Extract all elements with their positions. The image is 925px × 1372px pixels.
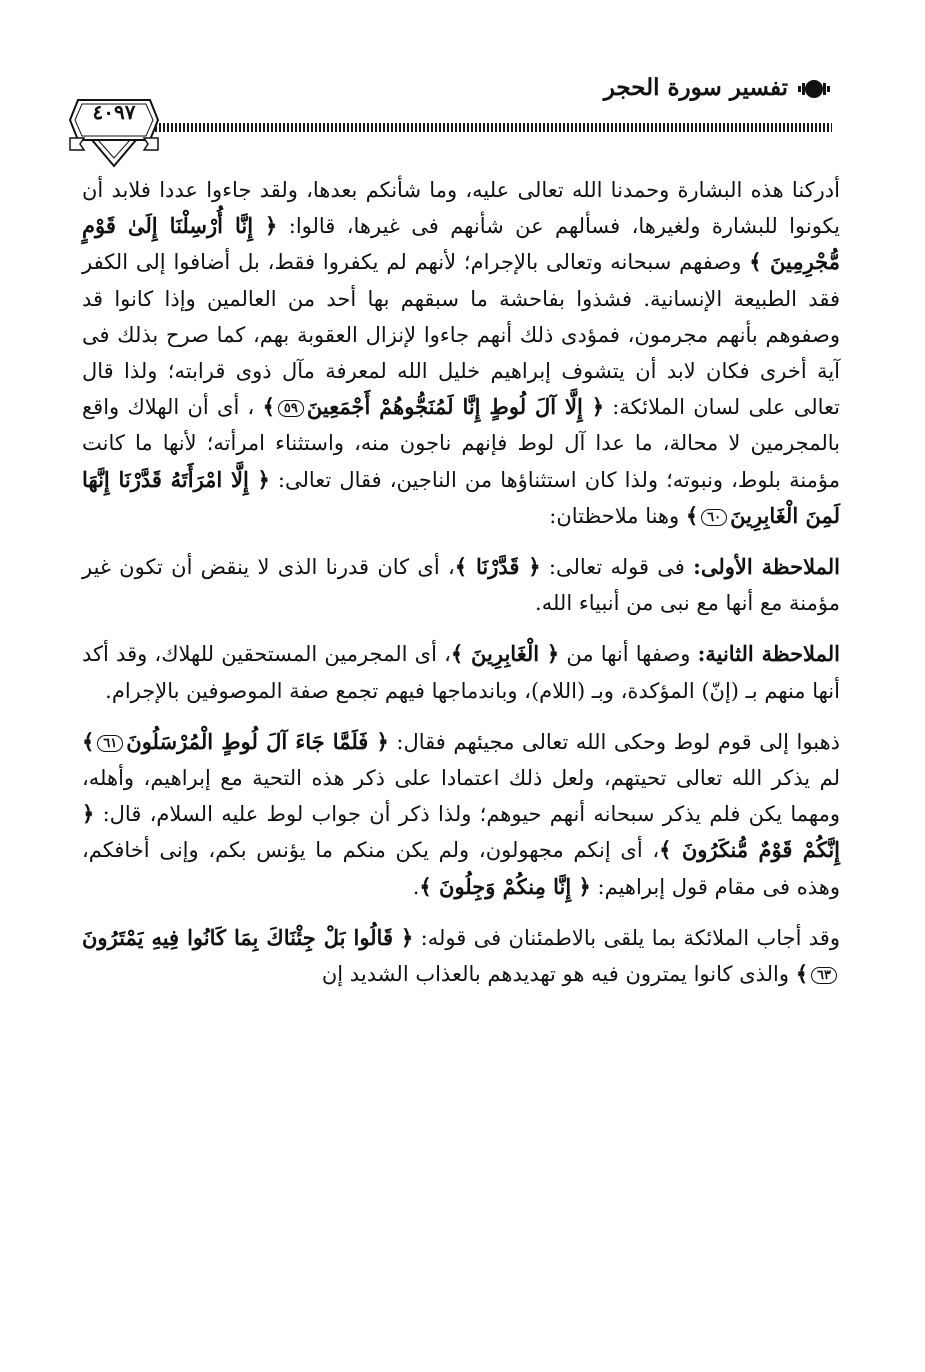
quran-verse: ﴿ قَدَّرْنَا ﴾ xyxy=(454,554,541,580)
verse-number: ٥٩ xyxy=(278,400,304,417)
text: وصفهم سبحانه وتعالى بالإجرام؛ لأنهم لم يكفروا فقط، بل أضافوا إلى الكفر فقد الطبيعة الإنسانية. فشذوا بفاحشة ما سبقهم بها أحد من العالمين وإذا كانوا قد وصفوهم بأنهم مجرمون، فمؤدى ذلك أنهم جاءوا لإنزال العقوبة بهم، كما صرح بذلك فى آية أخرى فكان لابد أن يتشوف إبراهيم خليل الله لمعرفة مآل ذوى قرابته؛ ولذا قال تعالى على لسان الملائكة: xyxy=(82,250,840,420)
quran-verse: ﴿ قَالُوا بَلْ جِئْنَاكَ بِمَا كَانُوا فِيهِ يَمْتَرُونَ xyxy=(82,924,414,950)
note-title: الملاحظة الثانية: xyxy=(697,641,840,667)
quran-verse: ﴿ إِلَّا آلَ لُوطٍ إِنَّا لَمُنَجُّوهُمْ أَجْمَعِينَ xyxy=(306,394,605,420)
page-header xyxy=(60,66,840,166)
quran-verse: ﴿ فَلَمَّا جَاءَ آلَ لُوطٍ الْمُرْسَلُونَ xyxy=(126,728,389,754)
text: أدركنا هذه البشارة وحمدنا الله تعالى عليه، وما شأنكم بعدها، ولقد جاءوا عددا فلابد أن يكونوا للبشارة ولغيرها، فسألهم عن شأنهم فى غيرها، قالوا: xyxy=(82,178,840,239)
quran-bracket: ﴾ xyxy=(82,728,95,754)
text: ، أى المجرمين المستحقين للهلاك، وقد أكد أنها منهم بـ (إنّ) المؤكدة، وبـ (اللام)، وباندماجها فيهم تجمع صفة الموصوفين بالإجرام. xyxy=(82,642,840,703)
text: ، أى إنكم مجهولون، ولم يكن منكم ما يؤنس بكم، وإنى أخافكم، وهذه فى مقام قول إبراهيم: xyxy=(82,838,840,899)
quran-bracket: ﴾ xyxy=(795,961,809,987)
quran-verse: ﴿ إِنَّا أُرْسِلْنَا إِلَىٰ قَوْمٍ مُّجْرِمِينَ ﴾ xyxy=(82,213,840,275)
quran-bracket: ﴾ xyxy=(262,394,275,420)
verse-number: ٦٠ xyxy=(701,509,727,526)
quran-verse: ﴿ إِلَّا امْرَأَتَهُ قَدَّرْنَا إِنَّهَا لَمِنَ الْغَابِرِينَ xyxy=(82,466,840,528)
text: . xyxy=(412,874,420,899)
text: وصفها أنها من xyxy=(566,642,691,667)
body-text xyxy=(82,172,840,992)
flower-ornament-icon xyxy=(796,78,832,100)
running-title: تفسير سورة الحجر xyxy=(603,74,788,101)
text: وقد أجاب الملائكة بما يلقى بالاطمئنان فى قوله: xyxy=(420,925,840,950)
text: والذى كانوا يمترون فيه هو تهديدهم بالعذاب الشديد إن xyxy=(321,962,790,987)
quran-verse: ﴿ إِنَّكُمْ قَوْمٌ مُّنكَرُونَ ﴾ xyxy=(82,801,840,863)
text: ، أى كان قدرنا الذى لا ينقض أن تكون غير مؤمنة مع أنها مع نبى من أنبياء الله. xyxy=(82,555,840,616)
text: لم يذكر الله تعالى تحيتهم، ولعل ذلك اعتمادا على ذكر هذه التحية مع إبراهيم، وأهله، ومهما يكن فلم يذكر سبحانه أنهم حيوهم؛ ولذا ذكر أن جواب لوط عليه السلام، قال: xyxy=(82,766,840,827)
text: فى قوله تعالى: xyxy=(548,555,685,580)
verse-number: ٦١ xyxy=(97,735,123,752)
quran-bracket: ﴾ xyxy=(685,502,699,528)
paragraph-4 xyxy=(82,724,840,905)
paragraph-5 xyxy=(82,920,840,992)
note-title: الملاحظة الأولى: xyxy=(693,554,840,580)
text: ، أى أن الهلاك واقع بالمجرمين لا محالة، ما عدا آل لوط فإنهم ناجون منه، واستثناء امرأته؛ لأنها ما كانت مؤمنة بلوط، ونبوته؛ ولذا كان استثناؤها من الناجين، فقال تعالى: xyxy=(82,395,841,492)
paragraph-1 xyxy=(82,172,840,534)
quran-verse: ﴿ إِنَّا مِنكُمْ وَجِلُونَ ﴾ xyxy=(419,873,591,899)
paragraph-note-2 xyxy=(82,636,840,708)
verse-number: ٦٣ xyxy=(811,967,837,984)
header-rule xyxy=(155,123,832,132)
text: وهنا ملاحظتان: xyxy=(549,503,680,528)
text: ذهبوا إلى قوم لوط وحكى الله تعالى مجيئهم فقال: xyxy=(396,729,840,754)
page-number: ٤٠٩٧ xyxy=(92,100,136,124)
quran-verse: ﴿ الْغَابِرِينَ ﴾ xyxy=(450,641,560,667)
paragraph-note-1 xyxy=(82,549,840,621)
